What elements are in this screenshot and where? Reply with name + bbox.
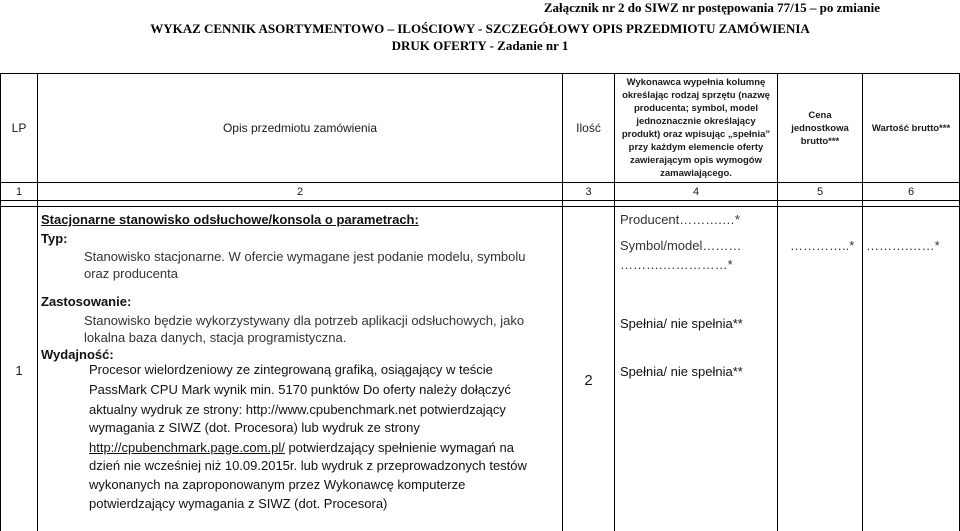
spec-text: wykonanych na zaproponowanym przez Wykonawcę komputerze: [89, 477, 466, 492]
column-header-unit-price: Cena jednostkowa brutto***: [791, 109, 849, 147]
numbers-bottom-border: [0, 200, 960, 201]
producer-field[interactable]: Producent……….…*: [620, 212, 740, 227]
meets-requirement-usage[interactable]: Spełnia/ nie spełnia**: [620, 316, 743, 331]
symbol-model-field[interactable]: Symbol/model………: [620, 238, 742, 253]
column-number: 2: [296, 185, 304, 198]
column-header-quantity: Ilość: [576, 121, 601, 135]
spec-text: wymagania z SIWZ (dot. Procesora) lub wydruk ze strony: [89, 420, 420, 435]
benchmark-link[interactable]: http://cpubenchmark.page.com.pl/: [89, 440, 285, 455]
spec-text: PassMark CPU Mark wynik min. 5170 punktów Do oferty należy dołączyć: [89, 382, 511, 397]
document-title: WYKAZ CENNIK ASORTYMENTOWO – ILOŚCIOWY - SZCZEGÓŁOWY OPIS PRZEDMIOTU ZAMÓWIENIA: [150, 21, 810, 36]
border-col-3: [614, 73, 615, 531]
spec-heading: Stacjonarne stanowisko odsłuchowe/konsola o parametrach:: [41, 212, 419, 227]
spec-text: Procesor wielordzeniowy ze zintegrowaną grafiką, osiągający w teście: [89, 362, 493, 377]
spec-text: oraz producenta: [84, 266, 178, 281]
value-field[interactable]: ……….……*: [866, 238, 940, 253]
column-header-description: Opis przedmiotu zamówienia: [222, 121, 378, 135]
spec-text: Stanowisko będzie wykorzystywany dla potrzeb aplikacji odsłuchowych, jako: [84, 313, 525, 328]
spec-text: lokalna baza danych, stacja programistyczna.: [84, 330, 347, 345]
column-number: 3: [585, 185, 592, 198]
border-col-4: [777, 73, 778, 531]
spec-text: aktualny wydruk ze strony: http://www.cpubenchmark.net potwierdzający: [89, 402, 506, 417]
column-number: 4: [692, 185, 700, 198]
spec-label-type: Typ:: [41, 231, 68, 246]
row-quantity: 2: [584, 371, 593, 389]
spec-text: dzień nie wcześniej niż 10.09.2015r. lub wydruk z przeprowadzonych testów: [89, 458, 527, 473]
attachment-note: Załącznik nr 2 do SIWZ nr postępowania 77/15 – po zmianie: [543, 0, 880, 15]
row-lp: 1: [15, 362, 23, 378]
spec-text: potwierdzający wymagania z SIWZ (dot. Procesora): [89, 496, 388, 511]
symbol-model-field-cont[interactable]: ……….……………*: [620, 257, 733, 272]
column-number: 5: [816, 185, 824, 198]
unit-price-field[interactable]: …………..*: [790, 238, 855, 253]
column-header-lp: LP: [11, 121, 27, 135]
column-header-contractor: Wykonawca wypełnia kolumnę określając rodzaj sprzętu (nazwę producenta; symbol, model jednoznacznie określający produkt) oraz wpisując „spełnia” przy każdym elemencie oferty zawierającym opis wymogów zamawiającego.: [621, 77, 771, 179]
body-top-border: [0, 206, 960, 207]
column-number: 6: [907, 185, 915, 198]
meets-requirement-performance[interactable]: Spełnia/ nie spełnia**: [620, 364, 743, 379]
column-number: 1: [15, 185, 23, 198]
column-header-value: Wartość brutto***: [871, 122, 951, 134]
document-subtitle: DRUK OFERTY - Zadanie nr 1: [391, 38, 569, 53]
spec-label-performance: Wydajność:: [41, 347, 114, 362]
spec-label-usage: Zastosowanie:: [41, 294, 132, 309]
spec-text: Stanowisko stacjonarne. W ofercie wymagane jest podanie modelu, symbolu: [84, 249, 526, 264]
spec-text-link-line: http://cpubenchmark.page.com.pl/ potwierdzający spełnienie wymagań na: [89, 440, 514, 455]
